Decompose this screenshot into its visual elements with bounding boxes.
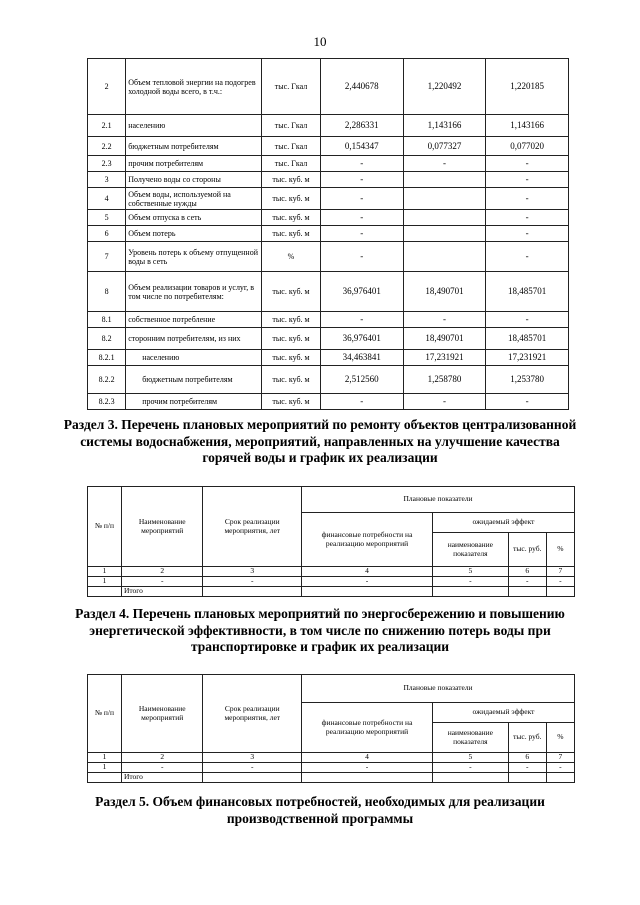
row-name: Уровень потерь к объему отпущенной воды в сеть: [126, 242, 262, 272]
row-unit: тыс. куб. м: [262, 172, 321, 188]
row-name: населению: [126, 350, 262, 366]
table-row: [88, 312, 569, 328]
page-number: 10: [313, 34, 327, 49]
table-row: [88, 350, 569, 366]
row-cell: -: [508, 577, 546, 587]
row-value-1: -: [320, 394, 403, 410]
row-value-1: 0,154347: [320, 137, 403, 156]
row-number: 8.2.3: [88, 394, 126, 410]
row-value-3: -: [486, 312, 569, 328]
table-row: [88, 137, 569, 156]
row-value-1: -: [320, 312, 403, 328]
index-cell: 7: [546, 567, 574, 577]
col-indicator-header: наименование показателя: [432, 723, 508, 753]
row-name: бюджетным потребителям: [126, 366, 262, 394]
row-name: прочим потребителям: [126, 156, 262, 172]
row-value-1: 34,463841: [320, 350, 403, 366]
row-name: населению: [126, 115, 262, 137]
row-value-2: 1,220492: [403, 59, 486, 115]
index-cell: 1: [88, 567, 122, 577]
row-value-3: 1,220185: [486, 59, 569, 115]
row-unit: тыс. куб. м: [262, 366, 321, 394]
row-value-2: -: [403, 156, 486, 172]
section-3-measures-table: [87, 486, 575, 597]
row-name: Объем отпуска в сеть: [126, 210, 262, 226]
row-unit: тыс. куб. м: [262, 312, 321, 328]
row-value-2: 1,143166: [403, 115, 486, 137]
row-value-2: -: [403, 312, 486, 328]
table-row: [88, 242, 569, 272]
index-cell: 1: [88, 753, 122, 763]
row-number: 8.2: [88, 328, 126, 350]
row-number: 3: [88, 172, 126, 188]
row-unit: тыс. Гкал: [262, 137, 321, 156]
row-value-3: 18,485701: [486, 328, 569, 350]
row-cell: -: [302, 577, 433, 587]
index-cell: 6: [508, 567, 546, 577]
row-value-1: 36,976401: [320, 272, 403, 312]
row-unit: тыс. куб. м: [262, 226, 321, 242]
row-value-2: -: [403, 394, 486, 410]
row-name: прочим потребителям: [126, 394, 262, 410]
row-value-2: [403, 210, 486, 226]
row-value-3: -: [486, 394, 569, 410]
row-unit: %: [262, 242, 321, 272]
row-value-1: -: [320, 156, 403, 172]
index-cell: 7: [546, 753, 574, 763]
row-name: Объем тепловой энергии на подогрев холодной воды всего, в т.ч.:: [126, 59, 262, 115]
row-cell: 1: [88, 763, 122, 773]
row-number: 8: [88, 272, 126, 312]
row-value-3: -: [486, 156, 569, 172]
col-fin-header: финансовые потребности на реализацию мероприятий: [302, 513, 433, 567]
row-unit: тыс. куб. м: [262, 272, 321, 312]
row-value-3: 1,253780: [486, 366, 569, 394]
col-rub-header: тыс. руб.: [508, 723, 546, 753]
row-name: бюджетным потребителям: [126, 137, 262, 156]
col-plan-header: Плановые показатели: [302, 675, 575, 703]
row-value-1: 2,440678: [320, 59, 403, 115]
row-cell: -: [203, 763, 302, 773]
index-cell: 4: [302, 567, 433, 577]
row-unit: тыс. куб. м: [262, 188, 321, 210]
row-number: 2.1: [88, 115, 126, 137]
row-name: собственное потребление: [126, 312, 262, 328]
row-value-1: -: [320, 172, 403, 188]
index-cell: 5: [432, 567, 508, 577]
col-indicator-header: наименование показателя: [432, 533, 508, 567]
row-value-3: 0,077020: [486, 137, 569, 156]
row-value-2: 18,490701: [403, 272, 486, 312]
row-cell: -: [508, 763, 546, 773]
production-volumes-table: [87, 58, 569, 410]
table-row: [88, 59, 569, 115]
col-term-header: Срок реализации мероприятия, лет: [203, 675, 302, 753]
row-number: 8.2.2: [88, 366, 126, 394]
row-value-3: 18,485701: [486, 272, 569, 312]
table-row: [88, 188, 569, 210]
row-name: Объем потерь: [126, 226, 262, 242]
row-number: 5: [88, 210, 126, 226]
row-value-2: 0,077327: [403, 137, 486, 156]
col-pct-header: %: [546, 533, 574, 567]
index-cell: 4: [302, 753, 433, 763]
row-unit: тыс. куб. м: [262, 210, 321, 226]
row-number: 2: [88, 59, 126, 115]
row-unit: тыс. Гкал: [262, 59, 321, 115]
row-value-2: [403, 242, 486, 272]
row-value-2: 18,490701: [403, 328, 486, 350]
table-row: [88, 366, 569, 394]
row-value-3: -: [486, 226, 569, 242]
index-cell: 6: [508, 753, 546, 763]
row-cell: -: [432, 763, 508, 773]
row-value-3: 1,143166: [486, 115, 569, 137]
col-fin-header: финансовые потребности на реализацию мероприятий: [302, 703, 433, 753]
row-value-2: [403, 226, 486, 242]
row-number: 4: [88, 188, 126, 210]
section-5-heading: Раздел 5. Объем финансовых потребностей, необходимых для реализации производственной программы: [95, 794, 545, 826]
row-number: 7: [88, 242, 126, 272]
index-cell: 2: [121, 753, 203, 763]
section-4-heading: Раздел 4. Перечень плановых мероприятий по энергосбережению и повышению энергетической эффективности, в том числе по снижению потерь воды при транспортировке и график их реализации: [75, 606, 565, 654]
table-row: [88, 394, 569, 410]
row-number: 2.2: [88, 137, 126, 156]
row-cell: -: [203, 577, 302, 587]
section-3-heading: Раздел 3. Перечень плановых мероприятий по ремонту объектов централизованной системы водоснабжения, мероприятий, направленных на улучшение качества горячей воды и график их реализации: [63, 417, 577, 465]
table-row: [88, 328, 569, 350]
row-name: Объем реализации товаров и услуг, в том числе по потребителям:: [126, 272, 262, 312]
row-value-3: -: [486, 172, 569, 188]
row-cell: -: [432, 577, 508, 587]
row-name: Объем воды, используемой на собственные нужды: [126, 188, 262, 210]
index-cell: 5: [432, 753, 508, 763]
row-unit: тыс. куб. м: [262, 328, 321, 350]
table-row: [88, 226, 569, 242]
row-number: 8.2.1: [88, 350, 126, 366]
col-num-header: № п/п: [88, 487, 122, 567]
row-cell: -: [546, 763, 574, 773]
row-cell: -: [121, 577, 203, 587]
total-label: Итого: [121, 587, 203, 597]
col-name-header: Наименование мероприятий: [121, 675, 203, 753]
row-cell: -: [121, 763, 203, 773]
row-value-1: -: [320, 188, 403, 210]
section-4-measures-table: [87, 674, 575, 783]
row-value-3: -: [486, 242, 569, 272]
row-value-1: -: [320, 226, 403, 242]
row-cell: -: [546, 577, 574, 587]
col-num-header: № п/п: [88, 675, 122, 753]
row-name: сторонним потребителям, из них: [126, 328, 262, 350]
col-pct-header: %: [546, 723, 574, 753]
table-row: [88, 272, 569, 312]
col-rub-header: тыс. руб.: [508, 533, 546, 567]
table-row: [88, 172, 569, 188]
row-unit: тыс. куб. м: [262, 394, 321, 410]
row-cell: -: [302, 763, 433, 773]
row-value-3: 17,231921: [486, 350, 569, 366]
row-unit: тыс. Гкал: [262, 115, 321, 137]
row-value-1: 2,512560: [320, 366, 403, 394]
row-name: Получено воды со стороны: [126, 172, 262, 188]
row-value-2: [403, 188, 486, 210]
row-number: 8.1: [88, 312, 126, 328]
row-value-2: [403, 172, 486, 188]
row-value-1: 36,976401: [320, 328, 403, 350]
table-row: [88, 210, 569, 226]
row-number: 2.3: [88, 156, 126, 172]
col-name-header: Наименование мероприятий: [121, 487, 203, 567]
row-value-1: -: [320, 210, 403, 226]
row-value-3: -: [486, 188, 569, 210]
row-value-3: -: [486, 210, 569, 226]
row-value-2: 1,258780: [403, 366, 486, 394]
table-row: [88, 115, 569, 137]
index-cell: 3: [203, 753, 302, 763]
total-label: Итого: [121, 773, 203, 783]
row-number: 6: [88, 226, 126, 242]
row-cell: 1: [88, 577, 122, 587]
table-row: [88, 156, 569, 172]
row-value-2: 17,231921: [403, 350, 486, 366]
row-value-1: -: [320, 242, 403, 272]
col-effect-header: ожидаемый эффект: [432, 703, 574, 723]
row-unit: тыс. куб. м: [262, 350, 321, 366]
row-value-1: 2,286331: [320, 115, 403, 137]
index-cell: 2: [121, 567, 203, 577]
col-term-header: Срок реализации мероприятия, лет: [203, 487, 302, 567]
row-unit: тыс. Гкал: [262, 156, 321, 172]
col-effect-header: ожидаемый эффект: [432, 513, 574, 533]
index-cell: 3: [203, 567, 302, 577]
col-plan-header: Плановые показатели: [302, 487, 575, 513]
